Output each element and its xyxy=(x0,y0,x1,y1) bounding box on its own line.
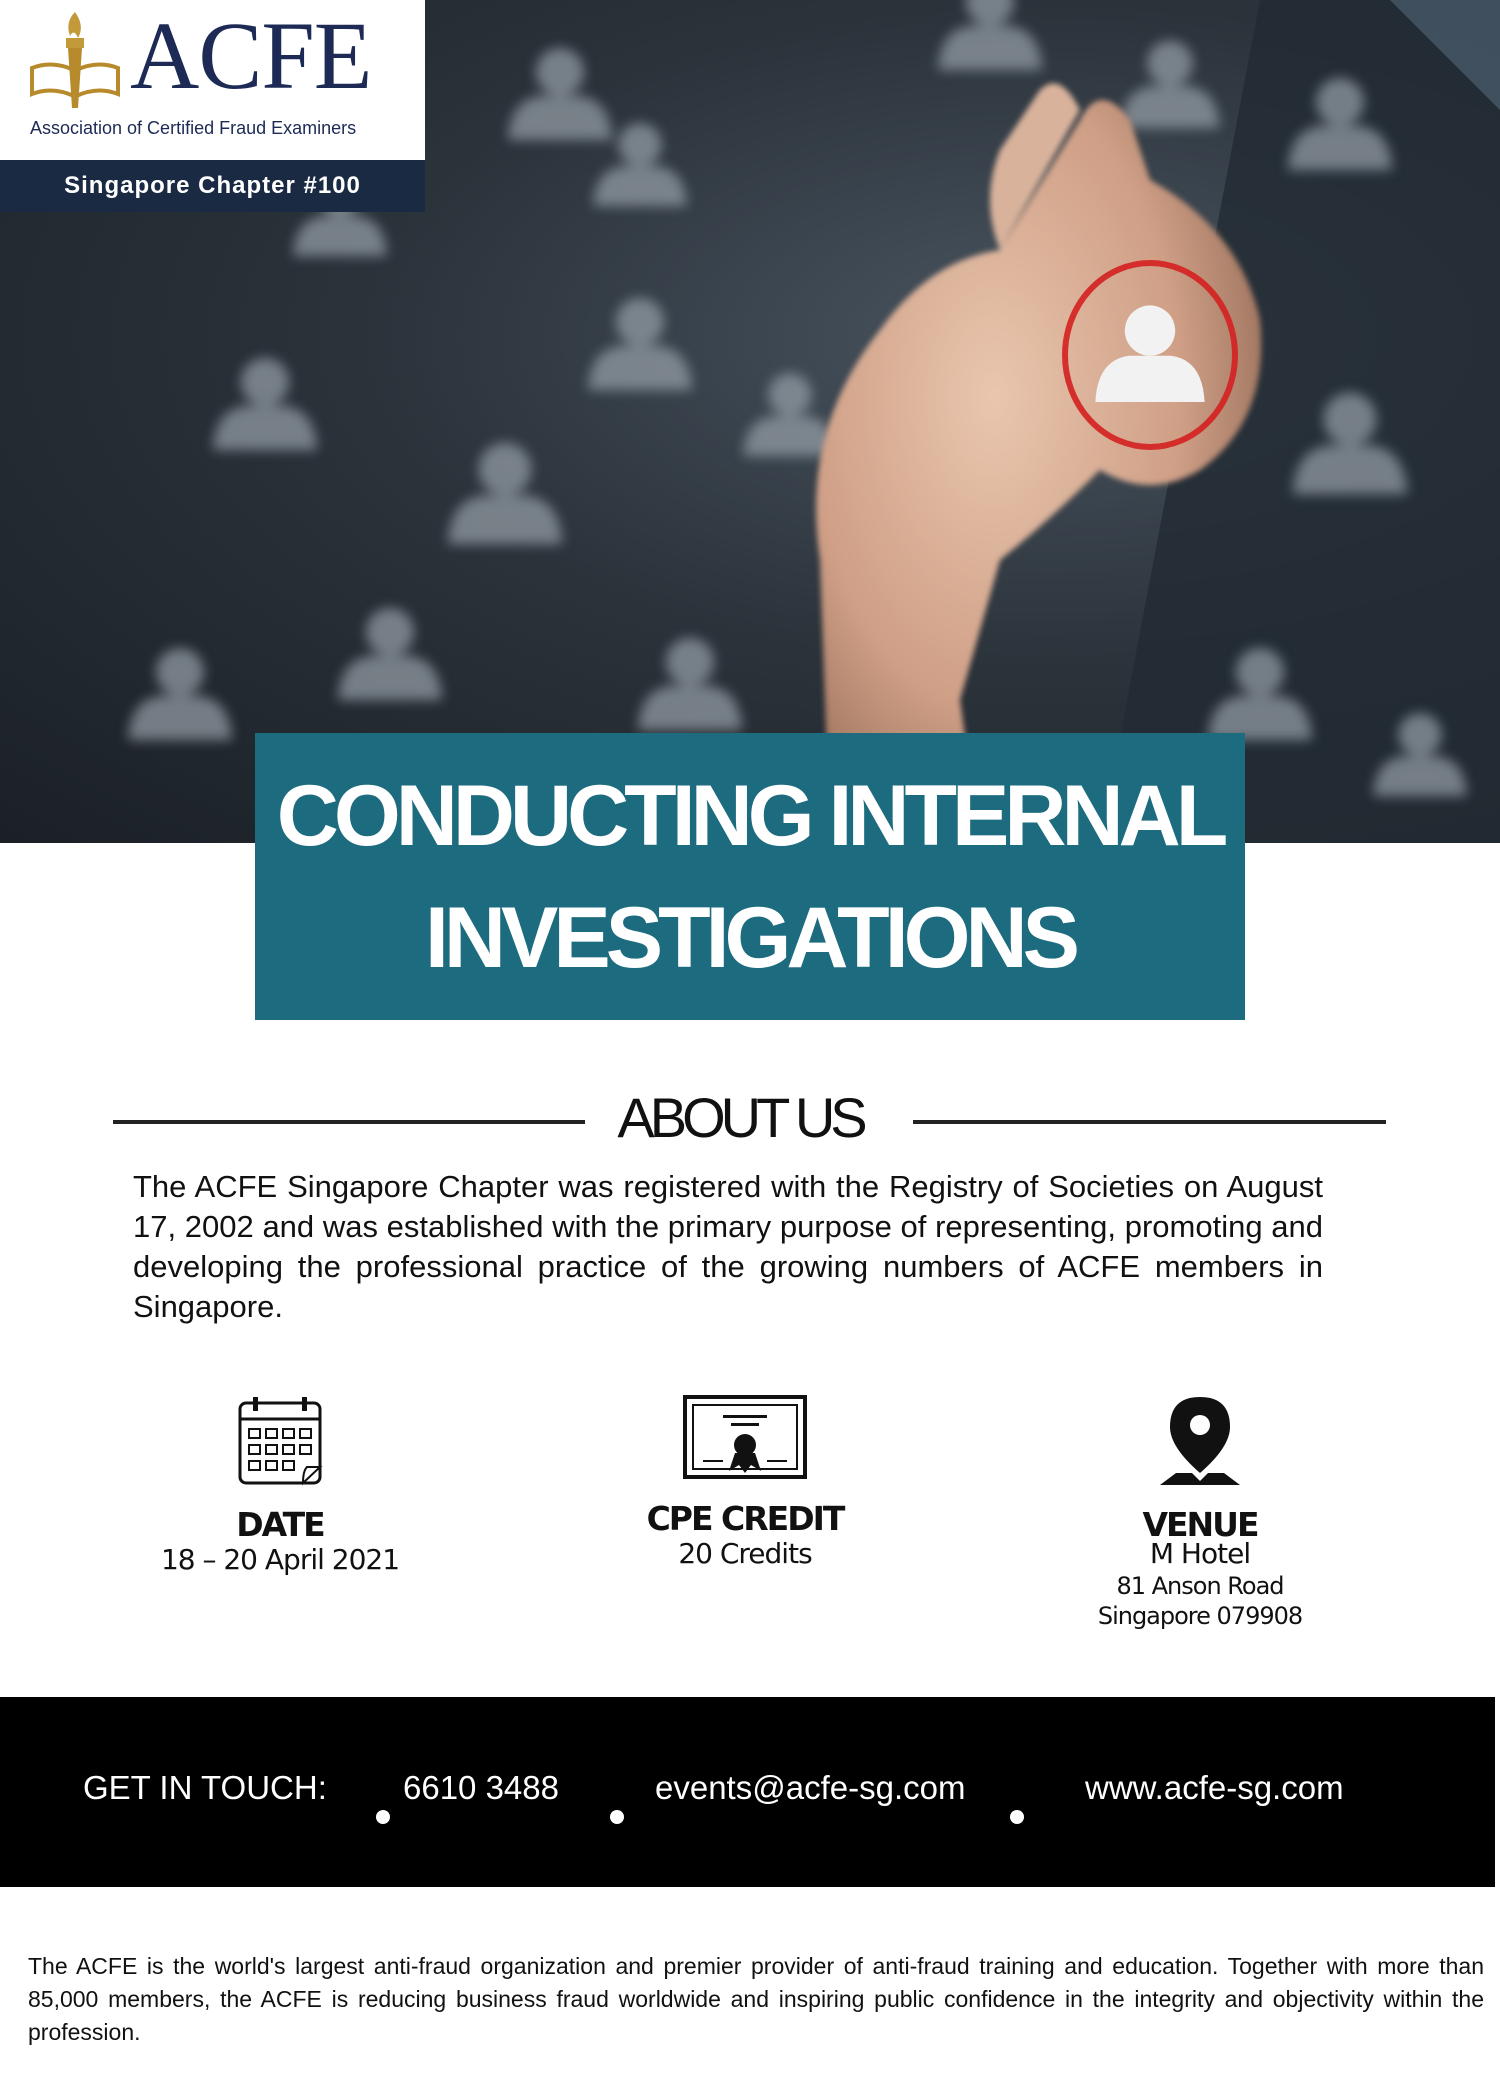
cpe-label: CPE CREDIT xyxy=(646,1499,844,1538)
logo-wordmark: ACFE xyxy=(130,2,372,109)
contact-phone[interactable]: 6610 3488 xyxy=(403,1769,559,1806)
venue-address-line-2: Singapore 079908 xyxy=(1097,1602,1303,1630)
certificate-icon xyxy=(683,1395,807,1481)
about-divider-right xyxy=(913,1120,1386,1124)
contact-label: GET IN TOUCH: xyxy=(83,1769,327,1806)
chapter-label: Singapore Chapter #100 xyxy=(0,160,425,212)
venue-name: M Hotel xyxy=(1149,1537,1251,1570)
date-label: DATE xyxy=(236,1505,324,1544)
event-title-line-2: INVESTIGATIONS xyxy=(425,889,1075,986)
cpe-value: 20 Credits xyxy=(678,1537,812,1570)
calendar-icon xyxy=(237,1395,323,1487)
about-heading: ABOUT US xyxy=(617,1086,863,1149)
date-info xyxy=(90,1395,470,1577)
venue-label: VENUE xyxy=(1142,1505,1258,1544)
about-text: The ACFE Singapore Chapter was registered with the Registry of Societies on August 17, 2002 and was established with the primary purpose of representing, promoting and developing the professional practice of the growing numbers of ACFE members in Singapore. xyxy=(133,1169,1323,1324)
bullet-dot xyxy=(376,1810,390,1824)
bullet-dot xyxy=(610,1810,624,1824)
about-divider-left xyxy=(113,1120,585,1124)
event-title-box xyxy=(255,733,1245,1020)
torch-book-icon xyxy=(30,8,120,118)
acfe-logo xyxy=(0,0,425,160)
cpe-info xyxy=(555,1395,935,1571)
contact-email[interactable]: events@acfe-sg.com xyxy=(655,1769,966,1806)
location-pin-icon xyxy=(1158,1395,1242,1487)
bullet-dot xyxy=(1010,1810,1024,1824)
contact-website[interactable]: www.acfe-sg.com xyxy=(1085,1769,1344,1806)
venue-info xyxy=(1010,1395,1390,1631)
footer-text: The ACFE is the world's largest anti-fraud organization and premier provider of anti-fraud training and education. Together with more than 85,000 members, the ACFE is reducing business fraud worldwide and inspiring public confidence in the integrity and objectivity within the profession. xyxy=(28,1953,1484,2045)
venue-address-line-1: 81 Anson Road xyxy=(1116,1572,1284,1600)
contact-bar xyxy=(0,1697,1495,1887)
date-value: 18 – 20 April 2021 xyxy=(160,1543,400,1576)
event-title-line-1: CONDUCTING INTERNAL xyxy=(276,767,1224,864)
logo-subtitle: Association of Certified Fraud Examiners xyxy=(30,118,357,138)
